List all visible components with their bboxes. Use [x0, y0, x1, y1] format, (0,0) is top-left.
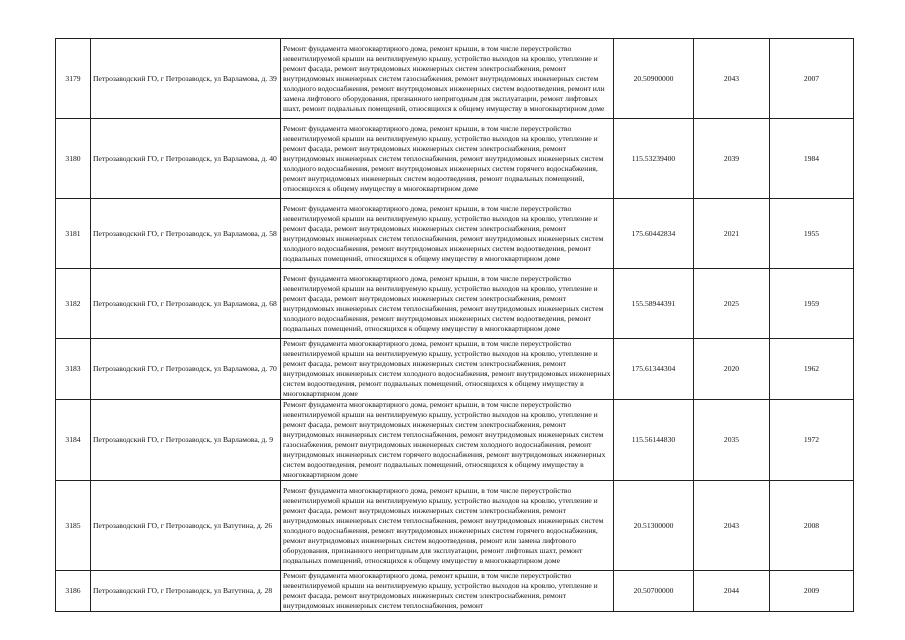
build-year: 1972 [770, 400, 854, 481]
house-address: Петрозаводский ГО, г Петрозаводск, ул Варламова, д. 9 [91, 400, 281, 481]
table-row [56, 339, 854, 400]
house-address: Петрозаводский ГО, г Петрозаводск, ул Варламова, д. 68 [91, 269, 281, 339]
row-number: 3184 [56, 400, 91, 481]
house-address: Петрозаводский ГО, г Петрозаводск, ул Варламова, д. 39 [91, 39, 281, 119]
planned-year: 2043 [694, 39, 770, 119]
table-row [56, 571, 854, 612]
row-number: 3179 [56, 39, 91, 119]
repair-works: Ремонт фундамента многоквартирного дома, ремонт крыши, в том числе переустройство невентилируемой крыши на вентилируемую крышу, устройство выходов на кровлю, утепление и ремонт фасада, ремонт внутридомовых инженерных систем электроснабжения, ремонт внутридомовых инженерных систем теплоснабжения, ремонт внутридомовых инженерных систем холодного водоснабжения, ремонт внутридомовых инженерных систем горячего водоснабжения, ремонт внутридомовых инженерных систем водоотведения, ремонт подвальных помещений, относящихся к общему имуществу в многоквартирном доме [281, 119, 614, 199]
build-year: 1955 [770, 199, 854, 269]
table-row [56, 400, 854, 481]
build-year: 2009 [770, 571, 854, 612]
row-number: 3186 [56, 571, 91, 612]
repair-works: Ремонт фундамента многоквартирного дома, ремонт крыши, в том числе переустройство невентилируемой крыши на вентилируемую крышу, устройство выходов на кровлю, утепление и ремонт фасада, ремонт внутридомовых инженерных систем электроснабжения, ремонт внутридомовых инженерных систем теплоснабжения, ремонт внутридомовых инженерных систем холодного водоснабжения, ремонт внутридомовых инженерных систем горячего водоснабжения, ремонт внутридомовых инженерных систем водоотведения, ремонт или замена лифтового оборудования, признанного непригодным для эксплуатации, ремонт лифтовых шахт, ремонт подвальных помещений, относящихся к общему имуществу в многоквартирном доме [281, 481, 614, 571]
house-address: Петрозаводский ГО, г Петрозаводск, ул Ватутина, д. 26 [91, 481, 281, 571]
row-number: 3182 [56, 269, 91, 339]
table-row [56, 39, 854, 119]
area-value: 20.50900000 [614, 39, 694, 119]
planned-year: 2044 [694, 571, 770, 612]
row-number: 3180 [56, 119, 91, 199]
repair-works: Ремонт фундамента многоквартирного дома, ремонт крыши, в том числе переустройство невентилируемой крыши на вентилируемую крышу, устройство выходов на кровлю, утепление и ремонт фасада, ремонт внутридомовых инженерных систем электроснабжения, ремонт внутридомовых инженерных систем газоснабжения, ремонт внутридомовых инженерных систем холодного водоснабжения, ремонт внутридомовых инженерных систем водоотведения, ремонт или замена лифтового оборудования, признанного непригодным для эксплуатации, ремонт лифтовых шахт, ремонт подвальных помещений, относящихся к общему имуществу в многоквартирном доме [281, 39, 614, 119]
build-year: 1962 [770, 339, 854, 400]
area-value: 115.53239400 [614, 119, 694, 199]
table-row [56, 481, 854, 571]
build-year: 2008 [770, 481, 854, 571]
repair-works: Ремонт фундамента многоквартирного дома, ремонт крыши, в том числе переустройство невентилируемой крыши на вентилируемую крышу, устройство выходов на кровлю, утепление и ремонт фасада, ремонт внутридомовых инженерных систем электроснабжения, ремонт внутридомовых инженерных систем теплоснабжения, ремонт внутридомовых инженерных систем холодного водоснабжения, ремонт внутридомовых инженерных систем водоотведения, ремонт подвальных помещений, относящихся к общему имуществу в многоквартирном доме [281, 199, 614, 269]
planned-year: 2025 [694, 269, 770, 339]
table-row [56, 269, 854, 339]
area-value: 20.50700000 [614, 571, 694, 612]
planned-year: 2020 [694, 339, 770, 400]
capital-repair-table [55, 38, 854, 612]
build-year: 2007 [770, 39, 854, 119]
repair-works: Ремонт фундамента многоквартирного дома, ремонт крыши, в том числе переустройство невентилируемой крыши на вентилируемую крышу, устройство выходов на кровлю, утепление и ремонт фасада, ремонт внутридомовых инженерных систем электроснабжения, ремонт внутридомовых инженерных систем холодного водоснабжения, ремонт внутридомовых инженерных систем водоотведения, ремонт подвальных помещений, относящихся к общему имуществу в многоквартирном доме [281, 339, 614, 400]
row-number: 3185 [56, 481, 91, 571]
house-address: Петрозаводский ГО, г Петрозаводск, ул Ватутина, д. 28 [91, 571, 281, 612]
area-value: 155.58944391 [614, 269, 694, 339]
table-row [56, 119, 854, 199]
planned-year: 2039 [694, 119, 770, 199]
repair-works: Ремонт фундамента многоквартирного дома, ремонт крыши, в том числе переустройство невентилируемой крыши на вентилируемую крышу, устройство выходов на кровлю, утепление и ремонт фасада, ремонт внутридомовых инженерных систем электроснабжения, ремонт внутридомовых инженерных систем теплоснабжения, ремонт внутридомовых инженерных систем холодного водоснабжения, ремонт внутридомовых инженерных систем водоотведения, ремонт подвальных помещений, относящихся к общему имуществу в многоквартирном доме [281, 269, 614, 339]
repair-works: Ремонт фундамента многоквартирного дома, ремонт крыши, в том числе переустройство невентилируемой крыши на вентилируемую крышу, устройство выходов на кровлю, утепление и ремонт фасада, ремонт внутридомовых инженерных систем электроснабжения, ремонт внутридомовых инженерных систем теплоснабжения, ремонт [281, 571, 614, 612]
area-value: 175.61344304 [614, 339, 694, 400]
area-value: 115.56144830 [614, 400, 694, 481]
area-value: 175.60442834 [614, 199, 694, 269]
planned-year: 2035 [694, 400, 770, 481]
house-address: Петрозаводский ГО, г Петрозаводск, ул Варламова, д. 70 [91, 339, 281, 400]
house-address: Петрозаводский ГО, г Петрозаводск, ул Варламова, д. 58 [91, 199, 281, 269]
row-number: 3183 [56, 339, 91, 400]
planned-year: 2043 [694, 481, 770, 571]
planned-year: 2021 [694, 199, 770, 269]
build-year: 1959 [770, 269, 854, 339]
table-row [56, 199, 854, 269]
repair-works: Ремонт фундамента многоквартирного дома, ремонт крыши, в том числе переустройство невентилируемой крыши на вентилируемую крышу, устройство выходов на кровлю, утепление и ремонт фасада, ремонт внутридомовых инженерных систем электроснабжения, ремонт внутридомовых инженерных систем теплоснабжения, ремонт внутридомовых инженерных систем газоснабжения, ремонт внутридомовых инженерных систем холодного водоснабжения, ремонт внутридомовых инженерных систем горячего водоснабжения, ремонт внутридомовых инженерных систем водоотведения, ремонт подвальных помещений, относящихся к общему имуществу в многоквартирном доме [281, 400, 614, 481]
house-address: Петрозаводский ГО, г Петрозаводск, ул Варламова, д. 40 [91, 119, 281, 199]
build-year: 1984 [770, 119, 854, 199]
row-number: 3181 [56, 199, 91, 269]
area-value: 20.51300000 [614, 481, 694, 571]
